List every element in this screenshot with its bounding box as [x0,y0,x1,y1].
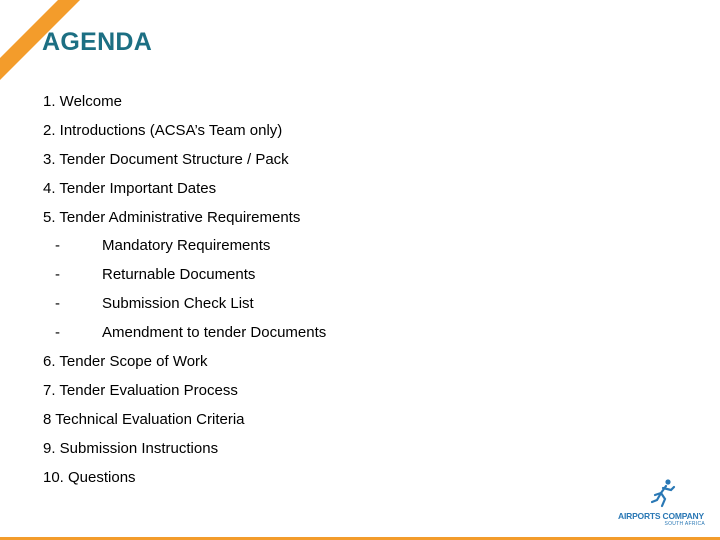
agenda-item [43,435,326,464]
agenda-item-text: 7. Tender Evaluation Process [43,381,238,399]
agenda-item-text: Amendment to tender Documents [102,324,327,342]
logo-name: AIRPORTS COMPANY [618,511,704,521]
agenda-item [43,146,326,175]
runner-icon [651,478,677,508]
agenda-item [43,175,326,204]
agenda-subitem [43,232,326,261]
agenda-item-text: Returnable Documents [102,266,256,284]
page-title: AGENDA [42,28,153,56]
agenda-item-text: 6. Tender Scope of Work [43,353,208,371]
company-logo [607,478,715,526]
agenda-item [43,204,326,233]
agenda-item-text: 1. Welcome [43,93,122,110]
bullet-dash: - [55,295,60,313]
agenda-item-text: 10. Questions [43,468,136,486]
agenda-list [43,88,326,492]
agenda-item [43,406,326,435]
agenda-item-text: Mandatory Requirements [102,237,271,255]
agenda-item-text: 9. Submission Instructions [43,439,219,457]
logo-subtitle: SOUTH AFRICA [664,521,705,527]
agenda-item-text: 4. Tender Important Dates [43,179,217,197]
agenda-item [43,88,326,117]
agenda-item-text: Submission Check List [102,295,254,313]
bullet-dash: - [55,266,60,284]
agenda-item-text: 8 Technical Evaluation Criteria [43,410,245,428]
agenda-item-text: 5. Tender Administrative Requirements [43,208,301,226]
agenda-subitem [43,290,326,319]
agenda-item [43,377,326,406]
agenda-item-text: 3. Tender Document Structure / Pack [43,150,289,168]
agenda-item-text: 2. Introductions (ACSA’s Team only) [43,121,283,139]
agenda-subitem [43,261,326,290]
bullet-dash: - [55,237,60,255]
agenda-item [43,464,326,493]
agenda-subitem [43,319,326,348]
agenda-item [43,117,326,146]
bullet-dash: - [55,324,60,342]
agenda-item [43,348,326,377]
